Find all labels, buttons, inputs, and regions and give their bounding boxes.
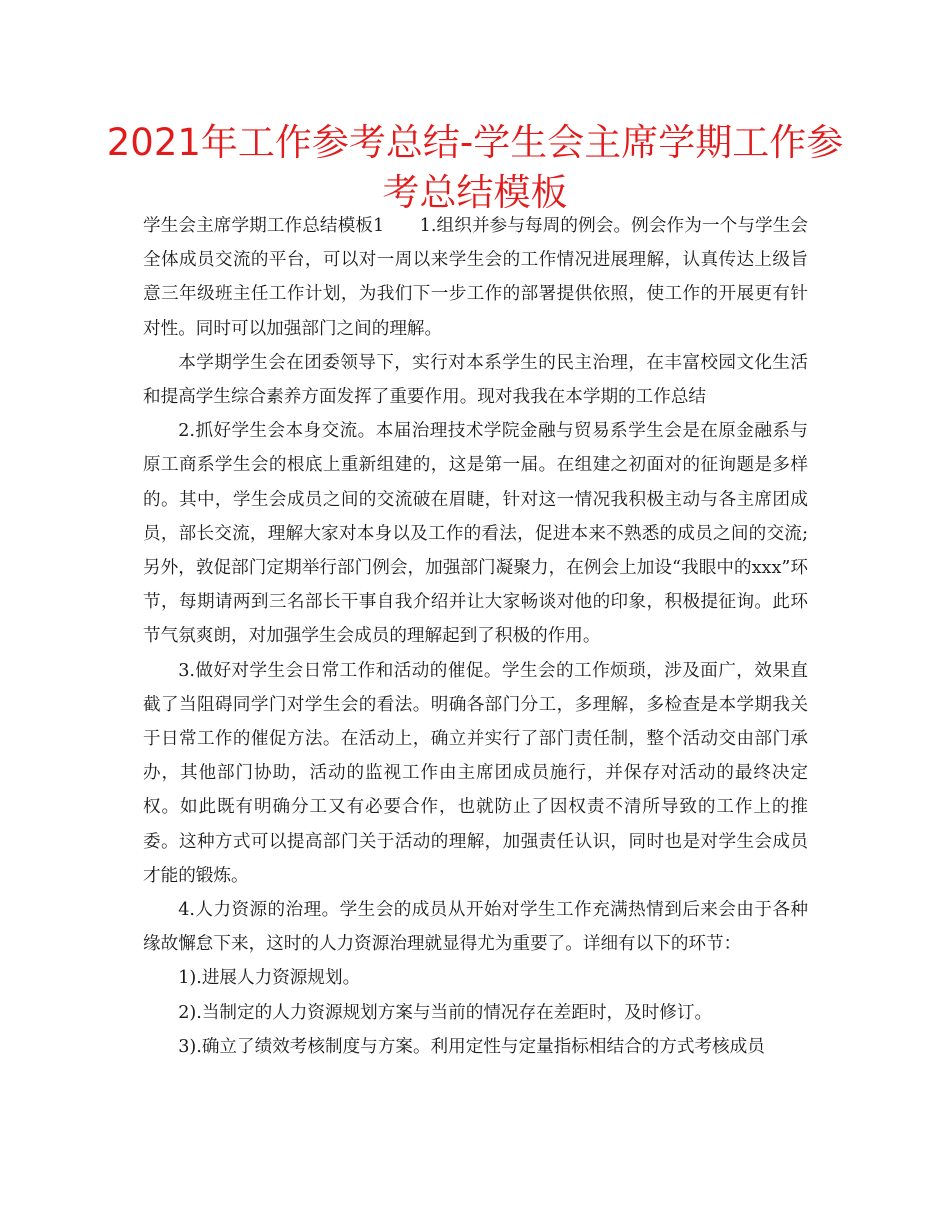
paragraph-subitem-3: 3).确立了绩效考核制度与方案。利用定性与定量指标相结合的方式考核成员 [178, 1036, 765, 1057]
paragraph-subitem-1: 1).进展人力资源规划。 [178, 968, 361, 989]
paragraph-item-3: 3.做好对学生会日常工作和活动的催促。学生会的工作烦琐，涉及面广，效果直截了当阻碍同学门对学生会的看法。明确各部门分工，多理解，多检查是本学期我关于日常工作的催促方法。在活动上，确立并实行了部门责任制，整个活动交由部门承办，其他部门协助，活动的监视工作由主席团成员施行，并保存对活动的最终决定权。如此既有明确分工又有必要合作，也就防止了因权责不清所导致的工作上的推委。这种方式可以提高部门关于活动的理解，加强责任认识，同时也是对学生会成员才能的锻炼。 [143, 660, 808, 886]
document-title: 2021年工作参考总结-学生会主席学期工作参考总结模板 [106, 121, 844, 214]
paragraph-item-4: 4.人力资源的治理。学生会的成员从开始对学生工作充满热情到后来会由于各种缘故懈怠下来，这时的人力资源治理就显得尤为重要了。详细有以下的环节： [143, 900, 808, 955]
paragraph-item-2: 2.抓好学生会本身交流。本届治理技术学院金融与贸易系学生会是在原金融系与原工商系学生会的根底上重新组建的，这是第一届。在组建之初面对的征询题是多样的。其中，学生会成员之间的交流破在眉睫，针对这一情况我积极主动与各主席团成员，部长交流，理解大家对本身以及工作的看法，促进本来不熟悉的成员之间的交流;另外，敦促部门定期举行部门例会，加强部门凝聚力，在例会上加设“我眼中的xxx”环节，每期请两到三名部长干事自我介绍并让大家畅谈对他的印象，积极提征询。此环节气氛爽朗，对加强学生会成员的理解起到了积极的作用。 [143, 421, 808, 647]
paragraph-subitem-2: 2).当制定的人力资源规划方案与当前的情况存在差距时，及时修订。 [178, 1002, 713, 1023]
paragraph-summary: 本学期学生会在团委领导下，实行对本系学生的民主治理，在丰富校园文化生活和提高学生综合素养方面发挥了重要作用。现对我我在本学期的工作总结 [143, 352, 808, 408]
document-body [143, 209, 808, 1064]
paragraph-intro: 学生会主席学期工作总结模板1 1.组织并参与每周的例会。例会作为一个与学生会全体成员交流的平台，可以对一周以来学生会的工作情况进展理解，认真传达上级旨意三年级班主任工作计划，为我们下一步工作的部署提供依照，使工作的开展更有针对性。同时可以加强部门之间的理解。 [143, 216, 808, 339]
